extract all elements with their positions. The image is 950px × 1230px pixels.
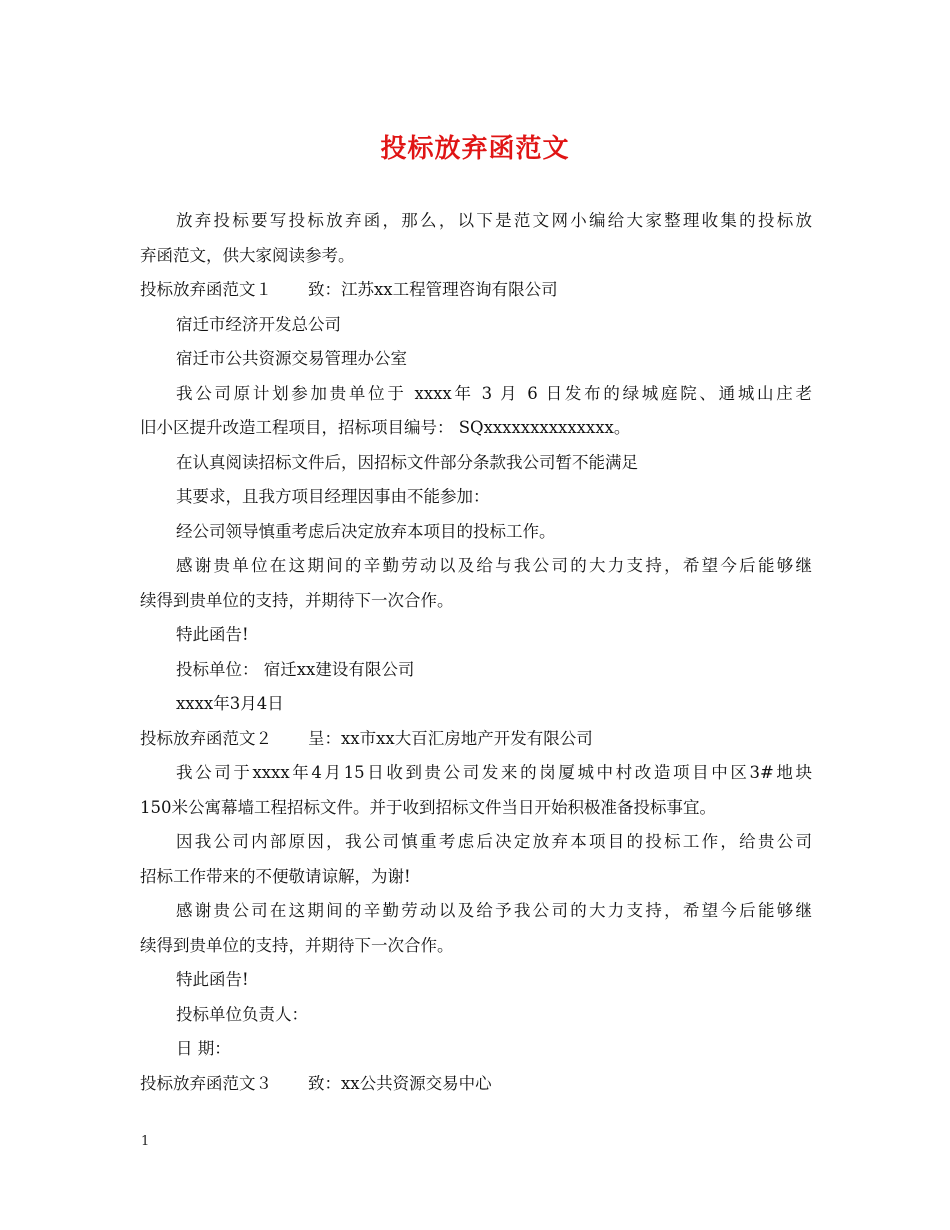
letter-line: 150米公寓幕墙工程招标文件。并于收到招标文件当日开始积极准备投标事宜。 [140,797,716,817]
sample-recipient: 呈：xx市xx大百汇房地产开发有限公司 [308,728,593,748]
sample-heading: 投标放弃函范文１ [140,280,272,299]
sample-3-header [140,1067,812,1102]
letter-line: 我公司于xxxx年4月15日收到贵公司发来的岗厦城中村改造项目中区3#地块 [176,763,812,782]
sample-recipient: 致：xx公共资源交易中心 [308,1073,492,1093]
letter-line: 旧小区提升改造工程项目，招标项目编号： SQxxxxxxxxxxxxxx。 [140,418,631,437]
date-line: 日 期： [176,1039,231,1058]
sample-2-header [140,722,812,757]
letter-line: 其要求，且我方项目经理因事由不能参加： [176,487,490,506]
date-line: xxxx年3月4日 [176,694,284,713]
document-title: 投标放弃函范文 [380,134,570,164]
signature-line: 投标单位： 宿迁xx建设有限公司 [176,659,415,679]
letter-line: 特此函告! [176,970,249,989]
letter-line: 特此函告! [176,625,249,644]
letter-line: 感谢贵公司在这期间的辛勤劳动以及给予我公司的大力支持，希望今后能够继 [176,901,812,920]
letter-line: 宿迁市经济开发总公司 [176,314,341,334]
letter-line: 招标工作带来的不便敬请谅解，为谢! [140,866,411,886]
letter-line: 续得到贵单位的支持，并期待下一次合作。 [140,590,454,610]
document-body [140,204,812,1101]
intro-line: 弃函范文，供大家阅读参考。 [140,245,355,265]
letter-line: 我公司原计划参加贵单位于 xxxx年 3 月 6 日发布的绿城庭院、通城山庄老 [176,383,812,403]
signature-line: 投标单位负责人： [176,1004,308,1024]
intro-line: 放弃投标要写投标放弃函，那么，以下是范文网小编给大家整理收集的投标放 [176,211,812,230]
letter-line: 续得到贵单位的支持，并期待下一次合作。 [140,935,454,955]
sample-heading: 投标放弃函范文２ [140,728,272,748]
letter-line: 宿迁市公共资源交易管理办公室 [176,349,407,368]
letter-line: 经公司领导慎重考虑后决定放弃本项目的投标工作。 [176,521,556,541]
sample-1-header [140,273,812,308]
sample-recipient: 致：江苏xx工程管理咨询有限公司 [308,280,558,299]
letter-line: 感谢贵单位在这期间的辛勤劳动以及给与我公司的大力支持，希望今后能够继 [176,556,812,575]
letter-line: 因我公司内部原因，我公司慎重考虑后决定放弃本项目的投标工作，给贵公司 [176,832,812,851]
letter-line: 在认真阅读招标文件后，因招标文件部分条款我公司暂不能满足 [176,452,638,472]
sample-heading: 投标放弃函范文３ [140,1073,272,1093]
page-number: 1 [141,1134,150,1149]
